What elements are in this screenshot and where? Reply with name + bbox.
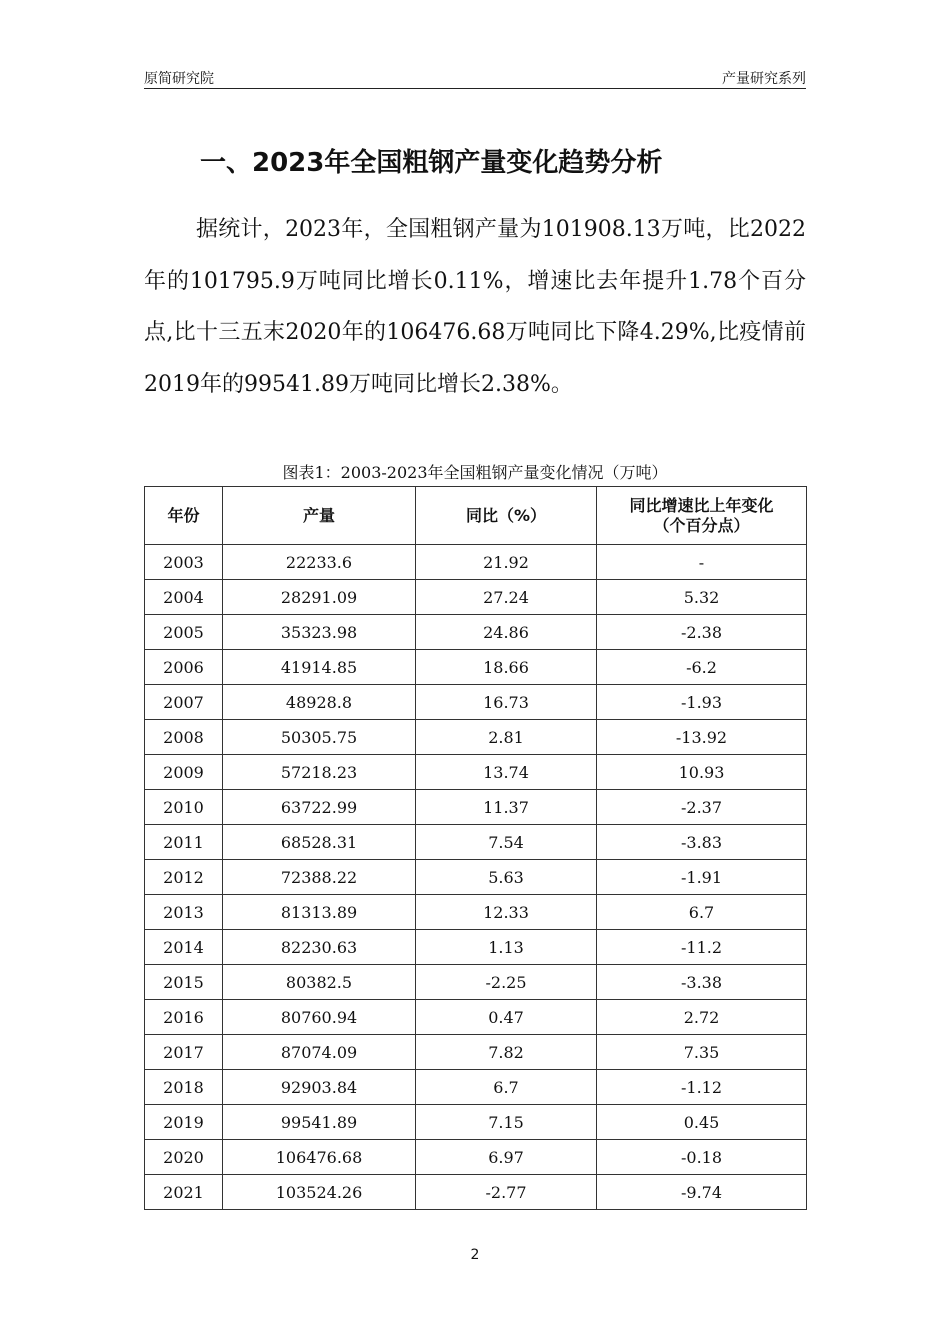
cell-output: 35323.98 (223, 615, 416, 650)
cell-output: 48928.8 (223, 685, 416, 720)
cell-output: 68528.31 (223, 825, 416, 860)
cell-year: 2019 (145, 1105, 223, 1140)
cell-yoy-change: 5.32 (597, 580, 807, 615)
cell-yoy: 6.97 (416, 1140, 597, 1175)
cell-output: 106476.68 (223, 1140, 416, 1175)
table-row (145, 1035, 807, 1070)
table-row (145, 790, 807, 825)
cell-yoy: 1.13 (416, 930, 597, 965)
cell-year: 2012 (145, 860, 223, 895)
table-row (145, 930, 807, 965)
cell-output: 22233.6 (223, 545, 416, 580)
cell-output: 87074.09 (223, 1035, 416, 1070)
cell-year: 2016 (145, 1000, 223, 1035)
cell-yoy-change: -6.2 (597, 650, 807, 685)
cell-year: 2010 (145, 790, 223, 825)
cell-yoy-change: -2.38 (597, 615, 807, 650)
cell-year: 2014 (145, 930, 223, 965)
cell-yoy-change: 10.93 (597, 755, 807, 790)
table-row (145, 1070, 807, 1105)
cell-year: 2013 (145, 895, 223, 930)
page-header (144, 66, 806, 89)
table-row (145, 545, 807, 580)
cell-year: 2008 (145, 720, 223, 755)
cell-yoy: 5.63 (416, 860, 597, 895)
production-table (144, 486, 807, 1210)
header-org-name: 原简研究院 (144, 71, 214, 87)
header-series-name: 产量研究系列 (722, 71, 806, 87)
table-row (145, 1000, 807, 1035)
cell-yoy-change: -11.2 (597, 930, 807, 965)
table-body (145, 545, 807, 1210)
cell-year: 2021 (145, 1175, 223, 1210)
table-row (145, 1175, 807, 1210)
cell-yoy: 0.47 (416, 1000, 597, 1035)
header-yoy-change: 同比增速比上年变化 （个百分点） (597, 487, 807, 545)
cell-output: 28291.09 (223, 580, 416, 615)
cell-yoy-change: -0.18 (597, 1140, 807, 1175)
header-year: 年份 (145, 487, 223, 545)
cell-year: 2005 (145, 615, 223, 650)
cell-output: 80760.94 (223, 1000, 416, 1035)
table-row (145, 1140, 807, 1175)
table-caption: 图表1：2003-2023年全国粗钢产量变化情况（万吨） (282, 463, 668, 482)
cell-output: 99541.89 (223, 1105, 416, 1140)
cell-output: 81313.89 (223, 895, 416, 930)
cell-yoy-change: -9.74 (597, 1175, 807, 1210)
section-title: 一、2023年全国粗钢产量变化趋势分析 (200, 148, 663, 178)
cell-yoy: 24.86 (416, 615, 597, 650)
cell-year: 2003 (145, 545, 223, 580)
cell-year: 2015 (145, 965, 223, 1000)
cell-output: 57218.23 (223, 755, 416, 790)
cell-year: 2020 (145, 1140, 223, 1175)
cell-output: 92903.84 (223, 1070, 416, 1105)
cell-yoy: 16.73 (416, 685, 597, 720)
header-output: 产量 (223, 487, 416, 545)
table-row (145, 685, 807, 720)
cell-output: 41914.85 (223, 650, 416, 685)
cell-year: 2006 (145, 650, 223, 685)
cell-output: 103524.26 (223, 1175, 416, 1210)
cell-output: 82230.63 (223, 930, 416, 965)
table-row (145, 580, 807, 615)
cell-yoy-change: 0.45 (597, 1105, 807, 1140)
cell-output: 80382.5 (223, 965, 416, 1000)
cell-yoy-change: -13.92 (597, 720, 807, 755)
cell-yoy-change: 7.35 (597, 1035, 807, 1070)
cell-yoy-change: -1.12 (597, 1070, 807, 1105)
header-yoy: 同比（%） (416, 487, 597, 545)
cell-yoy-change: -1.93 (597, 685, 807, 720)
cell-yoy: 27.24 (416, 580, 597, 615)
cell-year: 2007 (145, 685, 223, 720)
cell-yoy: 13.74 (416, 755, 597, 790)
cell-year: 2018 (145, 1070, 223, 1105)
cell-year: 2009 (145, 755, 223, 790)
cell-yoy-change: -3.83 (597, 825, 807, 860)
cell-output: 72388.22 (223, 860, 416, 895)
cell-yoy: 6.7 (416, 1070, 597, 1105)
cell-yoy: 21.92 (416, 545, 597, 580)
cell-yoy: 7.82 (416, 1035, 597, 1070)
cell-yoy: 7.54 (416, 825, 597, 860)
table-row (145, 650, 807, 685)
table-row (145, 965, 807, 1000)
cell-year: 2004 (145, 580, 223, 615)
cell-yoy: 7.15 (416, 1105, 597, 1140)
table-header-row (145, 487, 807, 545)
cell-year: 2017 (145, 1035, 223, 1070)
cell-output: 63722.99 (223, 790, 416, 825)
cell-yoy: -2.77 (416, 1175, 597, 1210)
table-row (145, 895, 807, 930)
cell-yoy: 11.37 (416, 790, 597, 825)
cell-yoy-change: -1.91 (597, 860, 807, 895)
cell-yoy-change: -3.38 (597, 965, 807, 1000)
cell-output: 50305.75 (223, 720, 416, 755)
page-number: 2 (470, 1247, 480, 1263)
cell-yoy: 2.81 (416, 720, 597, 755)
table-row (145, 825, 807, 860)
cell-year: 2011 (145, 825, 223, 860)
cell-yoy: 18.66 (416, 650, 597, 685)
table-row (145, 615, 807, 650)
cell-yoy-change: 2.72 (597, 1000, 807, 1035)
cell-yoy-change: -2.37 (597, 790, 807, 825)
cell-yoy-change: 6.7 (597, 895, 807, 930)
cell-yoy-change: - (597, 545, 807, 580)
cell-yoy: 12.33 (416, 895, 597, 930)
cell-yoy: -2.25 (416, 965, 597, 1000)
table-row (145, 755, 807, 790)
table-row (145, 860, 807, 895)
table-row (145, 720, 807, 755)
table-row (145, 1105, 807, 1140)
body-paragraph: 据统计，2023年，全国粗钢产量为101908.13万吨，比2022年的101795.9万吨同比增长0.11%，增速比去年提升1.78个百分点,比十三五末2020年的106476.68万吨同比下降4.29%,比疫情前2019年的99541.89万吨同比增长2.38%。 (144, 217, 806, 397)
